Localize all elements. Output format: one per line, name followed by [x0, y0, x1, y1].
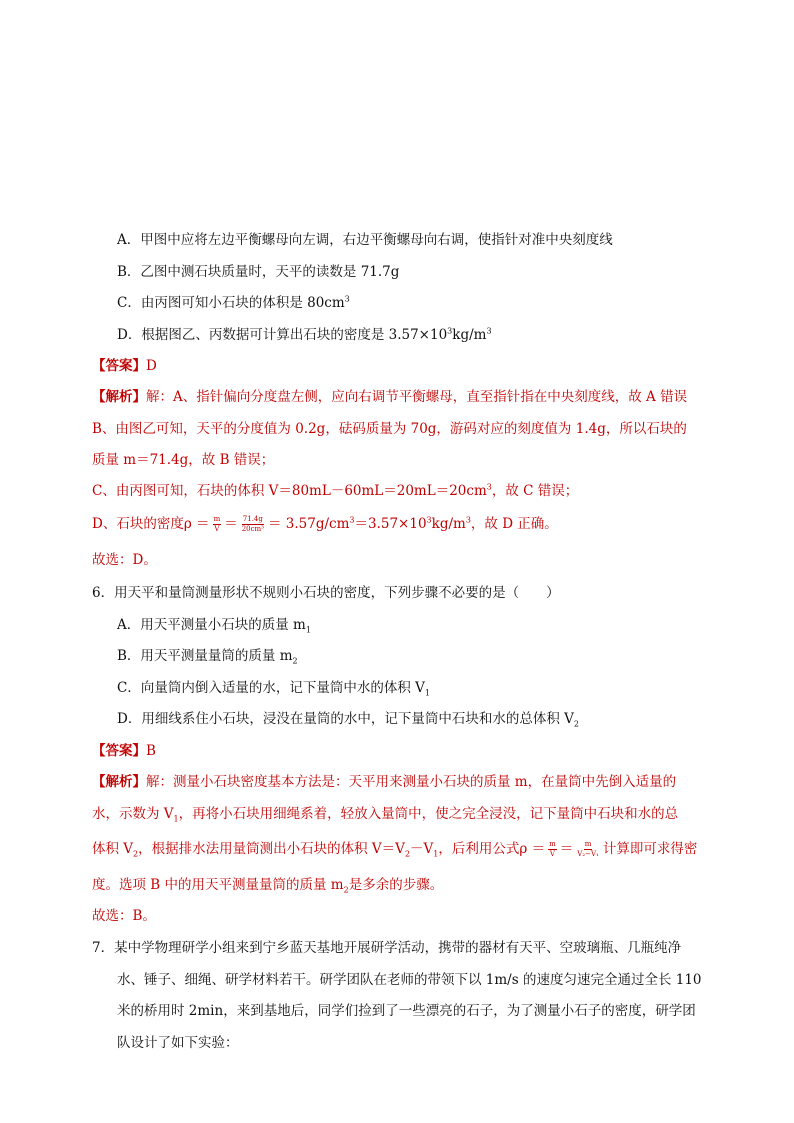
q5-option-b: B．乙图中测石块质量时，天平的读数是 71.7g — [117, 264, 400, 280]
q5-analysis-line-3: 质量 m＝71.4g，故 B 错误； — [92, 452, 275, 468]
q6-option-c: C．向量筒内倒入适量的水，记下量筒中水的体积 $V_1$ — [117, 680, 430, 698]
q5-answer: 【答案】D — [92, 358, 157, 374]
q5-analysis-line-1: 【解析】解：A、指针偏向分度盘左侧，应向右调节平衡螺母，直至指针指在中央刻度线，故 A 错误 — [92, 389, 688, 405]
q5-analysis-line-4: C、由丙图可知，石块的体积 $V=80mL-60mL=20mL=20cm^3$，故 C 错误； — [92, 482, 579, 499]
q6-answer: 【答案】B — [92, 743, 156, 759]
density-fraction: $\frac{m}{V}$ — [213, 515, 221, 533]
q6-conclusion: 故选：B。 — [92, 908, 156, 924]
q5-option-c: C．由丙图可知小石块的体积是 $80cm^3$ — [117, 294, 350, 311]
q6-analysis-line-4: 度。选项 B 中的用天平测量量筒的质量 $m_2$是多余的步骤。 — [92, 877, 444, 895]
q5-analysis-line-2: B、由图乙可知，天平的分度值为 0.2g，砝码质量为 70g，游码对应的刻度值为 1.4g，所以石块的 — [92, 421, 687, 437]
q5-conclusion: 故选：D。 — [92, 552, 157, 568]
q6-stem: 6．用天平和量筒测量形状不规则小石块的密度，下列步骤不必要的是（ ） — [92, 585, 560, 601]
q5-option-d: D．根据图乙、丙数据可计算出石块的密度是 $3.57\times 10^3kg/m^3$ — [117, 326, 492, 343]
q7-stem-line-2: 水、锤子、细绳、研学材料若干。研学团队在老师的带领下以 1m/s 的速度匀速完全通过全长 110 — [117, 972, 702, 988]
q6-option-d: D．用细线系住小石块，浸没在量筒的水中，记下量筒中石块和水的总体积 $V_2$ — [117, 711, 579, 729]
density-value-fraction: $\frac{71.4g}{\text{20cm³}}$ — [241, 515, 264, 533]
q6-analysis-line-3: 体积 $V_2$，根据排水法用量筒测出小石块的体积 $V=V_2-V_1$，后利用公式ρ ＝ $\frac{m}{V}$ ＝ $\frac{m}{\text{V₂−V₁}}$ 计算即可求得密 — [92, 840, 698, 859]
q7-stem-line-1: 7．某中学物理研学小组来到宁乡蓝天基地开展研学活动，携带的器材有天平、空玻璃瓶、几瓶纯净 — [92, 940, 682, 956]
q6-option-b: B．用天平测量量筒的质量 $m_2$ — [117, 648, 298, 666]
q6-analysis-line-2: 水，示数为 $V_1$，再将小石块用细绳系着，轻放入量筒中，使之完全浸没，记下量筒中石块和水的总 — [92, 806, 679, 824]
formula-fraction: $\frac{m}{V}$ — [549, 840, 556, 858]
formula-volume-fraction: $\frac{m}{\text{V₂−V₁}}$ — [577, 840, 599, 858]
q7-stem-line-4: 队设计了如下实验： — [117, 1035, 239, 1051]
q6-analysis-line-1: 【解析】解：测量小石块密度基本方法是：天平用来测量小石块的质量 m，在量筒中先倒入适量的 — [92, 774, 677, 790]
q5-option-a: A．甲图中应将左边平衡螺母向左调，右边平衡螺母向右调，使指针对准中央刻度线 — [117, 232, 613, 248]
q5-analysis-line-5: D、石块的密度ρ ＝ $\frac{m}{V}$ ＝ $\frac{71.4g}{\text{20cm³}}$ ＝ $3.57g/cm^3=3.57\times 10^3kg/m^3$，故 D 正确。 — [92, 515, 558, 533]
q7-stem-line-3: 米的桥用时 2min，来到基地后，同学们捡到了一些漂亮的石子，为了测量小石子的密度，研学团 — [117, 1003, 696, 1019]
q6-option-a: A．用天平测量小石块的质量 $m_1$ — [117, 617, 311, 635]
